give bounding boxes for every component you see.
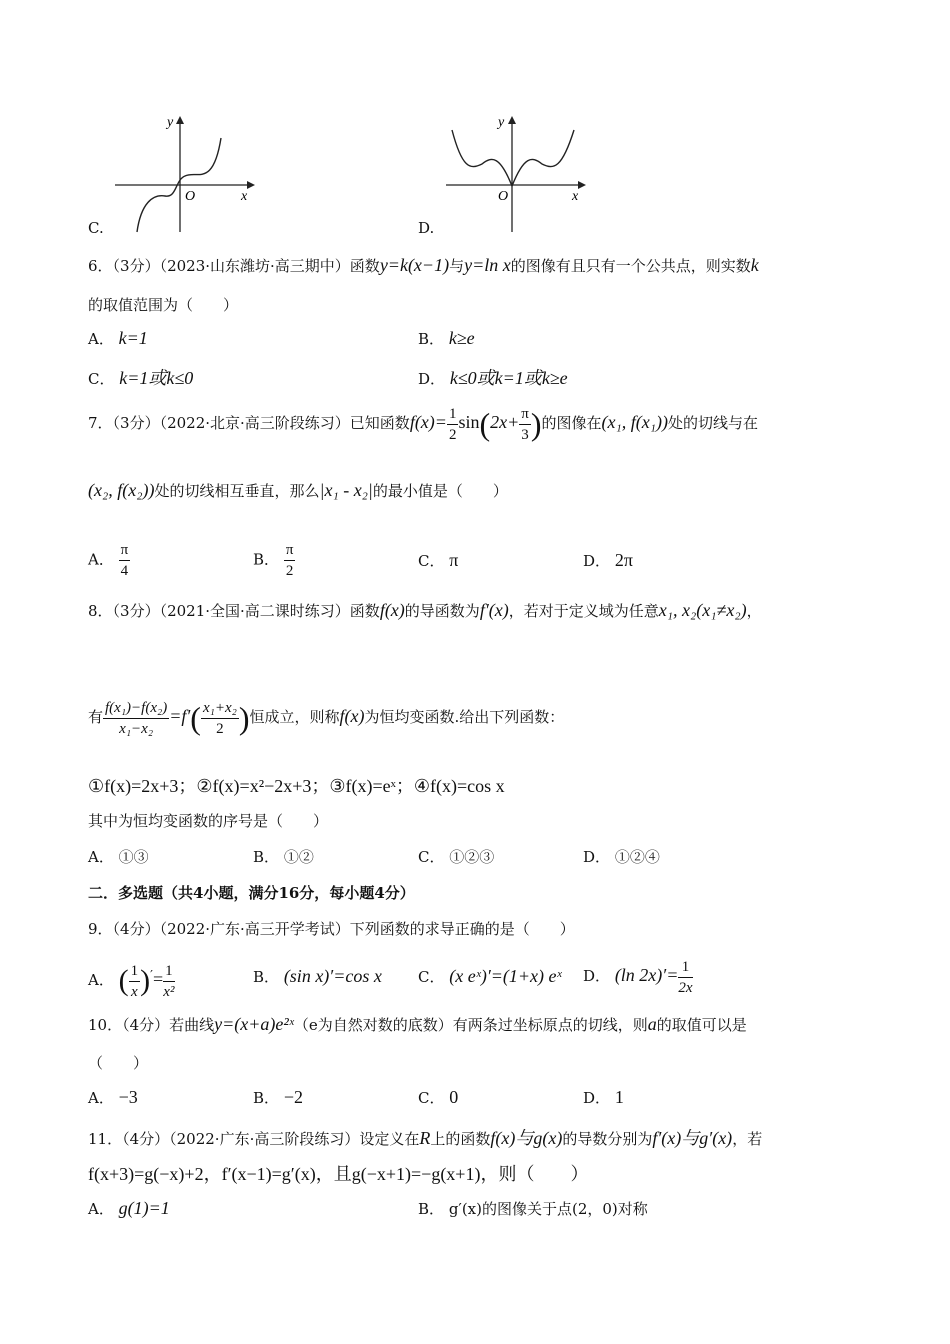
option-label: B． [253,968,280,986]
option-label: A． [88,1089,114,1107]
q8-option-b[interactable] [253,846,314,867]
q11-fgp: f′(x)与g′(x) [652,1128,733,1148]
option-c-graph-label: C. [88,219,104,237]
q7-pi-third: $\frac{\pi}{3}$ [521,405,529,443]
q10-option-b[interactable] [253,1087,303,1108]
q10-option-a[interactable] [88,1087,138,1108]
q7-head: 7．（3分）（2022·北京·高三阶段练习）已知函数 [88,414,410,432]
q6-line2: 的取值范围为（ ） [88,296,239,314]
q7-point2: (x₂, f(x₂)) [88,480,155,500]
q8-tail: ，若对于定义域为任意 [508,602,659,620]
option-text: ①②③ [449,848,495,866]
q8-fx: f(x) [379,600,405,620]
q6-line1 [88,255,759,276]
option-label: A． [88,330,114,348]
q11-option-a[interactable] [88,1198,170,1219]
section-2-title: 二．多选题（共4小题，满分16分，每小题4分） [88,884,415,902]
q8-lhs: $\frac{\text{f(x₁)−f(x₂)}}{\text{x₁−x₂}}$ [105,699,168,737]
q8-vars: x₁, x₂(x₁≠x₂) [658,600,747,620]
q8-mid: 的导函数为 [404,602,480,620]
option-text: −2 [283,1087,303,1107]
option-label: B． [253,1089,280,1107]
q11-tail: ，若 [732,1130,763,1148]
option-text: 2π [614,550,633,570]
q7-point1: (x₁, f(x₁)) [601,412,668,432]
q8-cond: 恒成立，则称 [249,708,340,726]
q7-half: $\frac{1}{2}$ [448,405,457,443]
graph-d-x-label: x [572,189,579,204]
option-label: C． [418,1089,445,1107]
option-label: A． [88,1200,114,1218]
option-label: C． [418,968,445,986]
q10-a: a [647,1014,657,1034]
graph-d [440,108,600,238]
q11-R: R [419,1128,431,1148]
option-label: A． [88,848,114,866]
q8-funcs: ①f(x)=2x+3；②f(x)=x²−2x+3；③f(x)=eˣ；④f(x)=cos x [88,776,505,796]
q6-option-a[interactable] [88,328,148,349]
option-label: D． [583,848,611,866]
q6-tail: 的图像有且只有一个公共点，则实数 [510,257,751,275]
option-label: C． [418,848,445,866]
q10-curve: y=(x+a)e²ˣ [214,1014,294,1034]
option-text: (sin x)′=cos x [283,966,382,986]
q8-fpx: f′(x) [479,600,509,620]
option-text: −3 [118,1087,138,1107]
q11-mid2: 的导数分别为 [562,1130,653,1148]
q6-option-b[interactable] [418,328,475,349]
q9-option-a[interactable]: A． ( $\frac{1}{x}$ )′= $\frac{1}{\text{x²}}$ [88,962,175,1000]
q7-line2 [88,480,508,501]
option-label: D． [583,1089,611,1107]
q6-option-c[interactable] [88,364,193,390]
option-text: ①② [283,848,314,866]
q7-line2-text: 处的切线相互垂直，那么 [154,482,320,500]
graph-d-origin-label: O [498,189,509,204]
q6-func2: y=ln x [464,255,511,275]
q8-line2: 有 $\frac{\text{f(x₁)−f(x₂)}}{\text{x₁−x₂}}$ =f′( $\frac{\text{x₁+x₂}}{2}$ )恒成立，则称f(x)为恒均变函数.给出下列函数： [88,699,565,737]
option-label: B． [253,550,280,569]
q10-paren: （ ） [88,1054,149,1072]
q8-option-c[interactable] [418,846,494,867]
option-label: B． [418,330,445,348]
q8-option-a[interactable] [88,846,149,867]
option-label: B． [418,1200,445,1218]
option-text: π [449,550,459,570]
q7-line1: 7．（3分）（2022·北京·高三阶段练习）已知函数f(x)= $\frac{1}{2}$ sin(2x+ $\frac{\pi}{3}$ )的图像在(x₁, f(x₁))处的切线与在 [88,405,758,443]
q8-fx2: f(x) [339,706,365,726]
option-text: g′(x)的图像关于点(2，0)对称 [448,1200,648,1218]
option-text: ①②④ [614,848,660,866]
q11-fg: f(x)与g(x) [490,1128,563,1148]
q7-option-a[interactable]: A． $\frac{\pi}{4}$ [88,542,129,579]
option-text: k=1 [118,328,148,348]
q7-sin: sin [458,412,480,432]
q6-k: k [750,255,759,275]
q10-option-c[interactable] [418,1087,458,1108]
option-text: ①③ [118,848,149,866]
option-text: k≥e [448,328,475,348]
q9-option-d[interactable]: D． (ln 2x)′= $\frac{1}{2x}$ [583,958,693,996]
q6-func1: y=k(x−1) [379,255,450,275]
graph-c [105,108,265,238]
q8-head: 8．（3分）（2021·全国·高二课时练习）函数 [88,602,380,620]
q6-mid: 与 [449,257,465,275]
option-text: k=1或k≤0 [119,368,194,388]
q7-option-b[interactable]: B． $\frac{\pi}{2}$ [253,542,294,579]
option-label: A． [88,550,114,569]
option-text: (x eˣ)′=(1+x) eˣ [449,966,562,986]
q7-option-c[interactable] [418,550,458,571]
option-label: B． [253,848,280,866]
graph-d-y-label: y [498,115,505,130]
q10-head: 10．（4分）若曲线 [88,1016,215,1034]
q11-line1 [88,1124,762,1150]
q6-head: 6．（3分）（2023·山东潍坊·高三期中）函数 [88,257,380,275]
option-text: k≤0或k=1或k≥e [449,368,568,388]
q7-tail2: 处的切线与在 [667,414,758,432]
q10-tail2: 的取值可以是 [656,1016,747,1034]
q7-line2-tail: 的最小值是（ ） [372,482,508,500]
q9-head: 9．（4分）（2022·广东·高三开学考试）下列函数的求导正确的是（ ） [88,920,575,938]
q11-option-b[interactable] [418,1198,648,1219]
q6-option-d[interactable] [418,364,568,390]
q8-line1 [88,600,762,621]
option-label: D． [583,552,611,570]
q8-ask: 其中为恒均变函数的序号是（ ） [88,812,329,830]
graph-c-y-label: y [167,115,174,130]
q8-rhs: $\frac{\text{x₁+x₂}}{2}$ [202,699,237,737]
q8-comma: ， [746,602,762,620]
option-label: C． [418,552,445,570]
q8-option-d[interactable] [583,846,660,867]
option-text: g(1)=1 [118,1198,170,1218]
q7-fx: f(x)= [409,412,447,432]
q11-head: 11．（4分）（2022·广东·高三阶段练习）设定义在 [88,1130,420,1148]
option-d-graph-label: D. [418,219,435,237]
q10-line1 [88,1014,747,1035]
q7-arg: 2x+ [490,412,520,432]
option-label: C． [88,370,115,388]
option-text: 0 [449,1087,459,1107]
q7-tail: 的图像在 [541,414,602,432]
q10-option-d[interactable] [583,1087,624,1108]
q8-eq: =f′ [169,706,191,726]
option-label: D． [418,370,446,388]
q8-cond-tail: 为恒均变函数.给出下列函数： [364,708,565,726]
option-text: 1 [614,1087,624,1107]
graph-c-origin-label: O [185,189,196,204]
graph-c-x-label: x [241,189,248,204]
q7-option-d[interactable] [583,550,633,571]
option-label: A． [88,971,114,989]
q11-mid: 上的函数 [430,1130,491,1148]
option-label: D． [583,967,611,985]
q8-you: 有 [88,708,104,726]
q11-line2: f(x+3)=g(−x)+2，f′(x−1)=g′(x)，且g(−x+1)=−g(x+1)，则（ ） [88,1164,589,1184]
q7-abs: |x₁ - x₂| [319,480,373,500]
q9-option-b[interactable] [253,966,382,987]
q10-tail: （e为自然对数的底数）有两条过坐标原点的切线，则 [293,1016,648,1034]
q9-option-c[interactable] [418,966,562,987]
